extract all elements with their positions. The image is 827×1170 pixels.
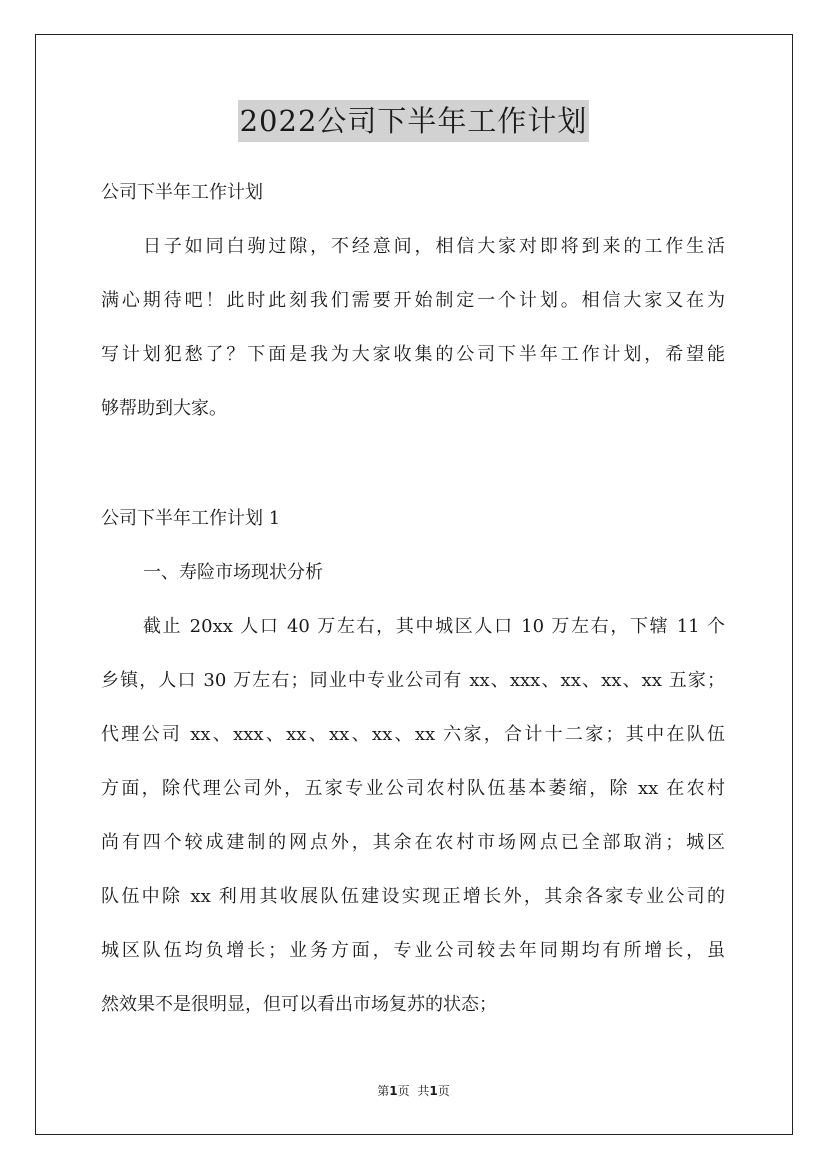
sub-heading: 一、寿险市场现状分析 — [143, 562, 323, 583]
page-prefix: 第 — [377, 1084, 390, 1098]
intro-line-4: 够帮助到大家。 — [101, 398, 227, 419]
intro-line-3: 写计划犯愁了？下面是我为大家收集的公司下半年工作计划，希望能 — [101, 344, 725, 365]
page-number: 1 — [389, 1084, 398, 1098]
body-line-7: 城区队伍均负增长；业务方面，专业公司较去年同期均有所增长，虽 — [101, 940, 725, 961]
total-prefix: 共 — [417, 1084, 430, 1098]
intro-line-2: 满心期待吧！此时此刻我们需要开始制定一个计划。相信大家又在为 — [101, 290, 725, 311]
body-line-8: 然效果不是很明显，但可以看出市场复苏的状态； — [101, 994, 497, 1015]
document-title — [0, 100, 827, 142]
total-pages: 1 — [429, 1084, 438, 1098]
total-suffix: 页 — [437, 1084, 450, 1098]
page-footer — [0, 1083, 827, 1099]
document-title-text: 2022公司下半年工作计划 — [238, 100, 590, 142]
body-line-3: 代理公司 xx、xxx、xx、xx、xx、xx 六家，合计十二家；其中在队伍 — [101, 724, 725, 745]
body-line-6: 队伍中除 xx 利用其收展队伍建设实现正增长外，其余各家专业公司的 — [101, 886, 725, 907]
body-line-2: 乡镇，人口 30 万左右；同业中专业公司有 xx、xxx、xx、xx、xx 五家； — [101, 670, 725, 691]
section-title: 公司下半年工作计划 1 — [101, 508, 281, 529]
document-subtitle: 公司下半年工作计划 — [101, 182, 263, 203]
intro-line-1: 日子如同白驹过隙，不经意间，相信大家对即将到来的工作生活 — [143, 236, 725, 257]
page-suffix: 页 — [397, 1084, 410, 1098]
body-line-1: 截止 20xx 人口 40 万左右，其中城区人口 10 万左右，下辖 11 个 — [143, 616, 725, 637]
body-line-4: 方面，除代理公司外，五家专业公司农村队伍基本萎缩，除 xx 在农村 — [101, 778, 725, 799]
body-line-5: 尚有四个较成建制的网点外，其余在农村市场网点已全部取消；城区 — [101, 832, 725, 853]
